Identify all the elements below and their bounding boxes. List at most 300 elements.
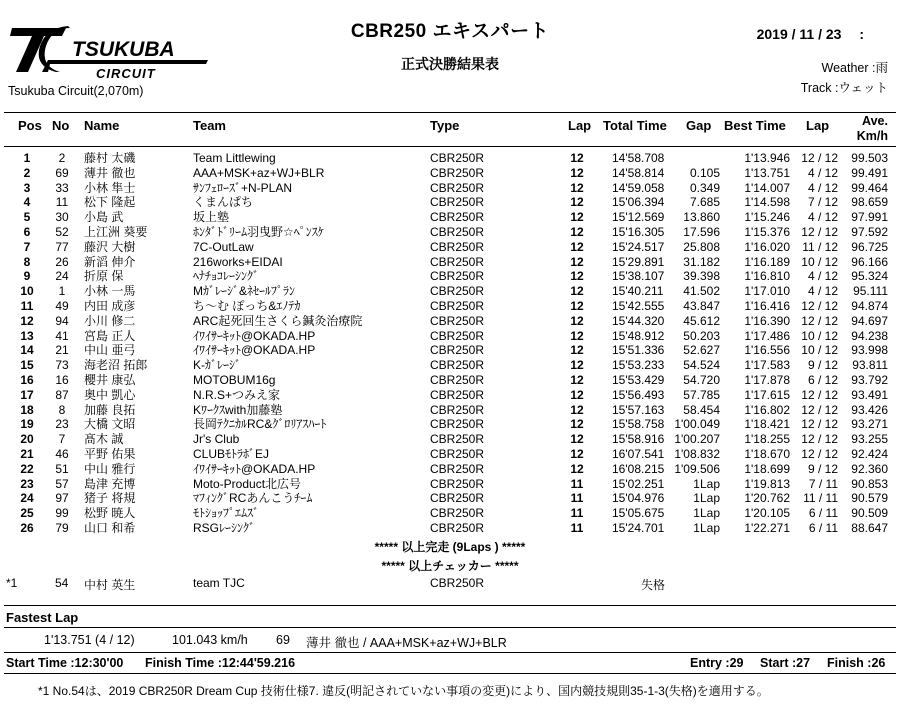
cell-best-time: 1'18.699 — [744, 461, 790, 476]
cell-total-time: 14'59.058 — [612, 180, 665, 195]
cell-best-time: 1'16.390 — [744, 313, 790, 328]
cell-pos: 24 — [20, 491, 34, 506]
cell-name: 小川 修二 — [84, 313, 136, 328]
cell-ave-speed: 96.166 — [851, 254, 888, 269]
track-condition-label: Track :ウェット — [800, 81, 888, 95]
cell-team: N.R.S+つみえ家 — [193, 387, 281, 402]
cell-type: CBR250R — [430, 195, 485, 210]
cell-ave-speed: 93.792 — [851, 372, 888, 387]
cell-best-lap: 12 / 12 — [801, 224, 838, 239]
fastest-lap-no: 69 — [276, 633, 290, 647]
cell-name: 海老沼 拓郎 — [84, 358, 148, 373]
cell-total-time: 15'29.891 — [612, 254, 665, 269]
cell-best-time: 1'18.421 — [744, 417, 790, 432]
cell-name: 松下 隆起 — [84, 195, 136, 210]
cell-type: CBR250R — [430, 358, 485, 373]
cell-gap: 52.627 — [683, 343, 720, 358]
table-row — [0, 314, 900, 329]
cell-best-lap: 11 / 11 — [803, 491, 838, 506]
cell-total-time: 15'24.701 — [612, 520, 665, 535]
cell-best-lap: 4 / 12 — [807, 284, 838, 299]
cell-pos: 10 — [20, 284, 34, 299]
cell-name: 上江洲 葵要 — [84, 224, 148, 239]
table-row — [0, 388, 900, 403]
table-row — [0, 521, 900, 536]
cell-laps: 12 — [570, 151, 584, 165]
cell-best-lap: 9 / 12 — [807, 358, 838, 373]
cell-type: CBR250R — [430, 269, 485, 284]
header-rule-bottom — [4, 146, 896, 147]
cell-best-lap: 4 / 12 — [807, 210, 838, 225]
cell-team: Kﾜｰｸｽwith加藤塾 — [193, 402, 283, 417]
cell-no: 52 — [55, 224, 69, 239]
cell-best-time: 1'15.246 — [744, 210, 790, 225]
cell-laps: 11 — [570, 520, 584, 535]
cell-best-lap: 9 / 12 — [807, 461, 838, 476]
cell-total-time: 16'08.215 — [612, 461, 665, 476]
cell-name: 櫻井 康弘 — [84, 372, 136, 387]
footer-rule-bottom — [4, 673, 896, 674]
cell-best-time: 1'20.762 — [744, 491, 790, 506]
cell-name: 平野 佑果 — [84, 446, 136, 461]
cell-best-time: 1'16.810 — [744, 269, 790, 284]
cell-ave-speed: 99.464 — [851, 180, 888, 195]
table-row — [0, 343, 900, 358]
cell-laps: 12 — [570, 224, 584, 239]
col-header-lap: Lap — [568, 118, 592, 133]
cell-best-lap: 12 / 12 — [801, 432, 838, 447]
cell-total-time: 15'48.912 — [612, 328, 665, 343]
cell-ave-speed: 95.111 — [853, 284, 888, 299]
cell-total-time: 16'07.541 — [612, 446, 665, 461]
fastest-lap-rider: 薄井 徹也 / AAA+MSK+az+WJ+BLR — [306, 636, 507, 650]
cell-gap: 0.105 — [689, 165, 720, 180]
cell-team: ｲﾜｲｻｰｷｯﾄ@OKADA.HP — [193, 328, 316, 343]
cell-total-time: 15'51.336 — [612, 343, 665, 358]
cell-type: CBR250R — [430, 210, 485, 225]
cell-no: 94 — [55, 313, 69, 328]
cell-pos: 17 — [20, 387, 34, 402]
cell-best-lap: 12 / 12 — [801, 298, 838, 313]
cell-name: 藤村 太磯 — [84, 151, 136, 165]
cell-name: 小林 隼士 — [84, 180, 136, 195]
cell-ave-speed: 95.324 — [851, 269, 888, 284]
cell-laps: 11 — [570, 506, 584, 521]
cell-team: ﾍﾅﾁｮｺﾚｰｼﾝｸﾞ — [193, 269, 260, 284]
cell-pos: 5 — [23, 210, 31, 225]
cell-ave-speed: 90.509 — [851, 506, 888, 521]
cell-no: 97 — [55, 491, 69, 506]
cell-gap: 25.808 — [683, 239, 720, 254]
footer-rule-top — [4, 652, 896, 653]
cell-no: 2 — [58, 151, 66, 165]
cell-no: 49 — [55, 298, 69, 313]
table-row — [0, 477, 900, 492]
cell-no: 51 — [55, 461, 69, 476]
cell-name: 中山 雅行 — [84, 461, 136, 476]
table-row — [0, 210, 900, 225]
table-row — [0, 181, 900, 196]
cell-type: CBR250R — [430, 151, 485, 165]
cell-best-lap: 12 / 12 — [801, 313, 838, 328]
cell-best-time: 1'13.751 — [744, 165, 790, 180]
dsq-team: team TJC — [193, 576, 245, 590]
cell-total-time: 14'58.708 — [612, 151, 665, 165]
cell-name: 猪子 将規 — [84, 491, 136, 506]
cell-total-time: 15'16.305 — [612, 224, 665, 239]
cell-pos: 23 — [20, 476, 34, 491]
cell-type: CBR250R — [430, 343, 485, 358]
cell-pos: 7 — [23, 239, 31, 254]
cell-ave-speed: 90.853 — [851, 476, 888, 491]
cell-team: MOTOBUM16g — [193, 372, 276, 387]
cell-best-time: 1'17.878 — [744, 372, 790, 387]
cell-name: 加藤 良拓 — [84, 402, 136, 417]
cell-ave-speed: 92.424 — [851, 446, 888, 461]
cell-best-time: 1'18.670 — [744, 446, 790, 461]
table-row — [0, 447, 900, 462]
cell-total-time: 15'42.555 — [612, 298, 665, 313]
cell-best-time: 1'13.946 — [744, 151, 790, 165]
col-header-ave-line2: Km/h — [856, 129, 888, 143]
cell-name: 宮島 正人 — [84, 328, 136, 343]
cell-no: 79 — [55, 520, 69, 535]
col-header-gap: Gap — [686, 118, 712, 133]
start-count: Start :27 — [760, 656, 811, 670]
cell-best-time: 1'16.416 — [744, 298, 790, 313]
cell-laps: 12 — [570, 195, 584, 210]
cell-name: 薄井 徹也 — [84, 165, 136, 180]
cell-pos: 12 — [20, 313, 34, 328]
cell-gap: 57.785 — [683, 387, 720, 402]
cell-gap: 1Lap — [693, 506, 720, 521]
cell-laps: 12 — [570, 269, 584, 284]
cell-total-time: 15'04.976 — [612, 491, 665, 506]
cell-ave-speed: 98.659 — [851, 195, 888, 210]
table-row — [0, 166, 900, 181]
cell-ave-speed: 99.491 — [851, 165, 888, 180]
cell-ave-speed: 94.874 — [851, 298, 888, 313]
cell-team: Mｶﾞﾚｰｼﾞ&ﾈｾｰﾙﾌﾟﾗﾝ — [193, 284, 296, 299]
cell-best-lap: 4 / 12 — [807, 180, 838, 195]
cell-type: CBR250R — [430, 387, 485, 402]
cell-ave-speed: 90.579 — [851, 491, 888, 506]
cell-no: 33 — [55, 180, 69, 195]
cell-no: 57 — [55, 476, 69, 491]
table-row — [0, 462, 900, 477]
cell-type: CBR250R — [430, 313, 485, 328]
cell-pos: 20 — [20, 432, 34, 447]
table-row — [0, 284, 900, 299]
cell-best-time: 1'22.271 — [744, 520, 790, 535]
cell-best-time: 1'16.556 — [744, 343, 790, 358]
cell-ave-speed: 93.271 — [851, 417, 888, 432]
cell-best-lap: 10 / 12 — [801, 254, 838, 269]
cell-gap: 1'00.207 — [674, 432, 720, 447]
cell-team: K-ｶﾞﾚｰｼﾞ — [193, 358, 242, 373]
dsq-pos: *1 — [6, 576, 18, 590]
cell-ave-speed: 93.811 — [852, 358, 888, 373]
cell-pos: 1 — [23, 151, 31, 165]
cell-laps: 12 — [570, 358, 584, 373]
cell-laps: 12 — [570, 461, 584, 476]
cell-ave-speed: 96.725 — [851, 239, 888, 254]
cell-laps: 12 — [570, 402, 584, 417]
cell-team: ｻﾝﾌｪﾛｰｽﾞ+N-PLAN — [193, 180, 293, 195]
cell-best-time: 1'17.615 — [744, 387, 790, 402]
cell-ave-speed: 93.255 — [851, 432, 888, 447]
cell-name: 小林 一馬 — [84, 284, 136, 299]
cell-name: 松野 暁人 — [84, 506, 136, 521]
cell-laps: 12 — [570, 446, 584, 461]
cell-laps: 12 — [570, 254, 584, 269]
checkered-note: ***** 以上チェッカー ***** — [381, 559, 519, 573]
cell-best-lap: 10 / 12 — [801, 343, 838, 358]
cell-no: 23 — [55, 417, 69, 432]
cell-gap: 50.203 — [683, 328, 720, 343]
cell-type: CBR250R — [430, 461, 485, 476]
cell-total-time: 15'12.569 — [612, 210, 665, 225]
cell-team: 坂上塾 — [193, 210, 230, 225]
cell-pos: 11 — [20, 298, 34, 313]
cell-total-time: 15'56.493 — [612, 387, 665, 402]
cell-no: 87 — [55, 387, 69, 402]
cell-type: CBR250R — [430, 180, 485, 195]
cell-laps: 12 — [570, 328, 584, 343]
cell-ave-speed: 99.503 — [851, 151, 888, 165]
cell-best-lap: 10 / 12 — [801, 328, 838, 343]
cell-type: CBR250R — [430, 432, 485, 447]
cell-best-lap: 12 / 12 — [801, 402, 838, 417]
table-row — [0, 506, 900, 521]
cell-gap: 45.612 — [683, 313, 720, 328]
cell-gap: 1'08.832 — [674, 446, 720, 461]
cell-total-time: 15'57.163 — [612, 402, 665, 417]
logo-text-bottom: CIRCUIT — [96, 66, 156, 80]
cell-gap: 1'09.506 — [674, 461, 720, 476]
cell-team: Jr's Club — [193, 432, 240, 447]
dsq-no: 54 — [55, 576, 69, 590]
cell-pos: 13 — [20, 328, 34, 343]
cell-no: 16 — [55, 372, 69, 387]
cell-type: CBR250R — [430, 239, 485, 254]
cell-team: CLUBﾓﾄﾗﾎﾞEJ — [193, 446, 270, 461]
col-header-name: Name — [84, 118, 120, 133]
cell-no: 46 — [55, 446, 69, 461]
start-time: Start Time :12:30'00 — [6, 656, 124, 670]
col-header-no: No — [52, 118, 70, 133]
cell-laps: 12 — [570, 239, 584, 254]
cell-type: CBR250R — [430, 372, 485, 387]
cell-name: 藤沢 大樹 — [84, 239, 136, 254]
finish-count: Finish :26 — [827, 656, 886, 670]
cell-no: 30 — [55, 210, 69, 225]
cell-name: 島津 充博 — [84, 476, 136, 491]
cell-no: 41 — [55, 328, 69, 343]
cell-gap: 31.182 — [683, 254, 720, 269]
cell-gap: 1'00.049 — [674, 417, 720, 432]
cell-no: 69 — [55, 165, 69, 180]
logo-text-top: TSUKUBA — [72, 38, 175, 61]
cell-ave-speed: 93.426 — [851, 402, 888, 417]
cell-best-time: 1'17.010 — [744, 284, 790, 299]
cell-pos: 18 — [20, 402, 34, 417]
cell-gap: 13.860 — [683, 210, 720, 225]
cell-best-lap: 6 / 11 — [808, 506, 838, 521]
cell-type: CBR250R — [430, 298, 485, 313]
weather-label: Weather :雨 — [821, 61, 888, 75]
cell-name: 新滔 伸介 — [84, 254, 136, 269]
table-row — [0, 269, 900, 284]
col-header-total-time: Total Time — [603, 118, 667, 133]
cell-team: ﾏﾌｨﾝｸﾞRCあんこうﾁｰﾑ — [193, 491, 313, 506]
cell-no: 11 — [55, 195, 69, 210]
cell-pos: 3 — [23, 180, 31, 195]
cell-best-lap: 7 / 11 — [808, 476, 838, 491]
cell-laps: 12 — [570, 313, 584, 328]
cell-pos: 2 — [23, 165, 31, 180]
cell-total-time: 15'58.758 — [612, 417, 665, 432]
cell-gap: 41.502 — [683, 284, 720, 299]
cell-best-time: 1'16.802 — [744, 402, 790, 417]
cell-team: 7C-OutLaw — [193, 239, 254, 254]
venue-label: Tsukuba Circuit(2,070m) — [8, 84, 144, 98]
cell-laps: 12 — [570, 343, 584, 358]
table-row — [0, 240, 900, 255]
table-row — [0, 417, 900, 432]
cell-pos: 14 — [20, 343, 34, 358]
fastest-lap-label: Fastest Lap — [6, 610, 79, 625]
cell-team: ﾓﾄｼｮｯﾌﾟｴﾑｽﾞ — [193, 506, 260, 521]
cell-no: 7 — [58, 432, 66, 447]
cell-laps: 12 — [570, 165, 584, 180]
cell-ave-speed: 97.991 — [851, 210, 888, 225]
table-row — [0, 299, 900, 314]
cell-total-time: 15'44.320 — [612, 313, 665, 328]
cell-best-lap: 4 / 12 — [807, 165, 838, 180]
cell-ave-speed: 88.647 — [851, 520, 888, 535]
cell-best-time: 1'17.486 — [744, 328, 790, 343]
cell-team: くまんぱち — [193, 195, 254, 210]
fastest-lap-speed: 101.043 km/h — [172, 633, 248, 647]
cell-total-time: 15'38.107 — [612, 269, 665, 284]
cell-type: CBR250R — [430, 254, 485, 269]
cell-type: CBR250R — [430, 165, 485, 180]
cell-no: 8 — [58, 402, 66, 417]
cell-total-time: 14'58.814 — [612, 165, 665, 180]
dsq-type: CBR250R — [430, 576, 485, 590]
cell-gap: 17.596 — [683, 224, 720, 239]
completed-note: ***** 以上完走 (9Laps ) ***** — [374, 540, 526, 554]
cell-pos: 4 — [23, 195, 31, 210]
cell-pos: 16 — [20, 372, 34, 387]
col-header-type: Type — [430, 118, 460, 133]
cell-gap: 39.398 — [683, 269, 720, 284]
finish-time: Finish Time :12:44'59.216 — [145, 656, 296, 670]
fastest-lap-rule — [4, 605, 896, 606]
cell-pos: 15 — [20, 358, 34, 373]
cell-gap: 7.685 — [689, 195, 720, 210]
cell-total-time: 15'05.675 — [612, 506, 665, 521]
cell-team: ｲﾜｲｻｰｷｯﾄ@OKADA.HP — [193, 343, 316, 358]
cell-laps: 11 — [570, 491, 584, 506]
page-title: CBR250 エキスパート — [350, 21, 550, 42]
cell-name: 髙木 誠 — [84, 432, 124, 447]
cell-gap: 0.349 — [689, 180, 720, 195]
cell-best-lap: 12 / 12 — [801, 417, 838, 432]
cell-type: CBR250R — [430, 446, 485, 461]
header-rule-top — [4, 112, 896, 113]
cell-name: 大橋 文昭 — [84, 417, 136, 432]
cell-no: 99 — [55, 506, 69, 521]
cell-laps: 12 — [570, 210, 584, 225]
dsq-name: 中村 英生 — [84, 578, 136, 592]
cell-best-time: 1'16.189 — [744, 254, 790, 269]
cell-ave-speed: 94.697 — [851, 313, 888, 328]
cell-type: CBR250R — [430, 476, 485, 491]
cell-gap: 43.847 — [683, 298, 720, 313]
col-header-pos: Pos — [18, 118, 42, 133]
cell-best-time: 1'19.813 — [744, 476, 790, 491]
cell-no: 21 — [55, 343, 69, 358]
cell-pos: 26 — [20, 520, 34, 535]
race-date: 2019 / 11 / 23 : — [756, 26, 864, 42]
cell-no: 24 — [55, 269, 69, 284]
cell-total-time: 15'24.517 — [612, 239, 665, 254]
cell-team: ﾎﾝﾀﾞﾄﾞﾘｰﾑ羽曳野☆ﾍﾟﾝｽｹ — [193, 224, 324, 239]
cell-total-time: 15'53.429 — [612, 372, 665, 387]
cell-name: 折原 保 — [84, 269, 124, 284]
cell-name: 山口 和希 — [84, 520, 136, 535]
cell-laps: 12 — [570, 372, 584, 387]
results-table — [0, 151, 900, 536]
cell-team: AAA+MSK+az+WJ+BLR — [193, 165, 325, 180]
cell-name: 奥中 凱心 — [84, 387, 136, 402]
cell-name: 小島 武 — [84, 210, 124, 225]
cell-pos: 21 — [20, 446, 34, 461]
cell-laps: 12 — [570, 432, 584, 447]
cell-best-time: 1'17.583 — [744, 358, 790, 373]
table-row — [0, 432, 900, 447]
cell-total-time: 15'53.233 — [612, 358, 665, 373]
cell-ave-speed: 94.238 — [851, 328, 888, 343]
cell-best-lap: 4 / 12 — [807, 269, 838, 284]
cell-gap: 54.524 — [683, 358, 720, 373]
cell-gap: 1Lap — [693, 491, 720, 506]
cell-team: 長岡ﾃｸﾆｶﾙRC&ｸﾞﾛﾘｱｽﾊｰﾄ — [193, 417, 327, 432]
table-row — [0, 225, 900, 240]
cell-type: CBR250R — [430, 224, 485, 239]
cell-type: CBR250R — [430, 402, 485, 417]
cell-best-lap: 12 / 12 — [801, 387, 838, 402]
cell-best-time: 1'18.255 — [744, 432, 790, 447]
cell-no: 26 — [55, 254, 69, 269]
col-header-ave-line1: Ave. — [862, 114, 888, 128]
fastest-lap-rule-2 — [4, 627, 896, 628]
cell-no: 77 — [55, 239, 69, 254]
cell-no: 73 — [55, 358, 69, 373]
cell-team: ち～む ぽっち&ｴﾉﾃｶ — [193, 298, 301, 313]
table-row — [0, 151, 900, 166]
cell-name: 中山 亜弓 — [84, 343, 136, 358]
dsq-status: 失格 — [641, 578, 666, 592]
cell-laps: 12 — [570, 387, 584, 402]
cell-type: CBR250R — [430, 328, 485, 343]
cell-best-lap: 7 / 12 — [807, 195, 838, 210]
cell-laps: 12 — [570, 180, 584, 195]
col-header-ave — [857, 114, 888, 144]
cell-total-time: 15'06.394 — [612, 195, 665, 210]
